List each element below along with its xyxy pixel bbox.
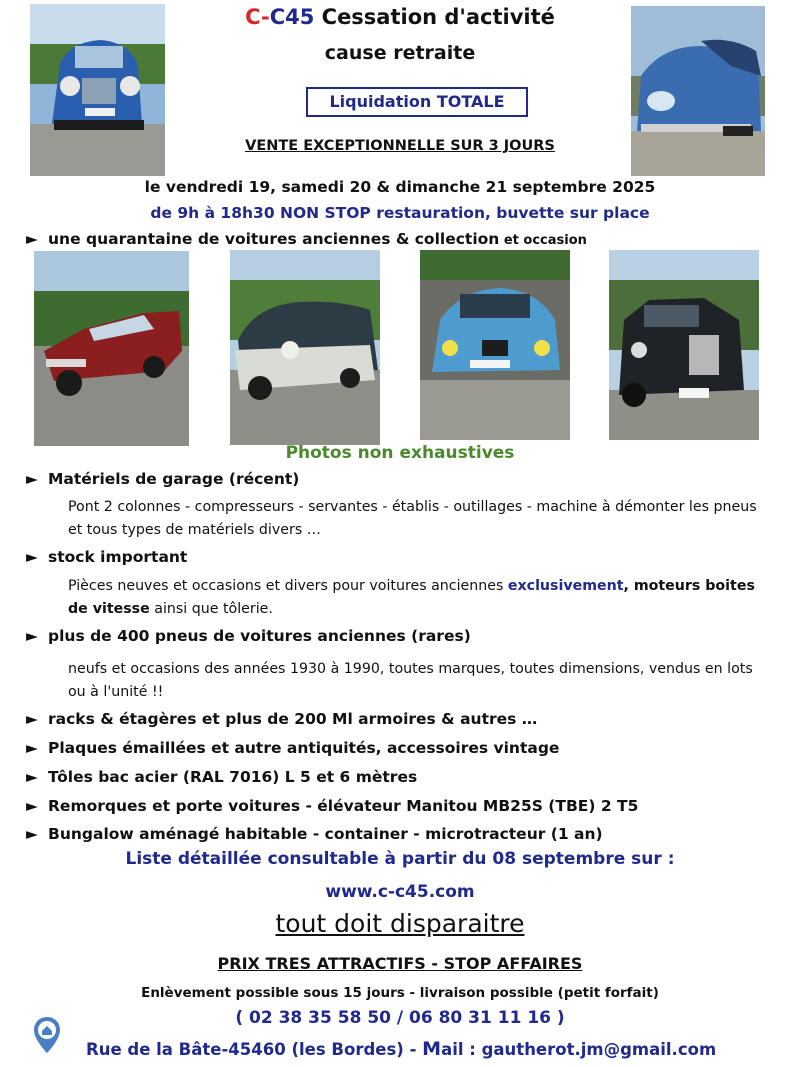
cars-bullet-text: une quarantaine de voitures anciennes & collection (48, 230, 500, 248)
vente-heading: VENTE EXCEPTIONNELLE SUR 3 JOURS (245, 138, 555, 154)
tout-doit-disparaitre: tout doit disparaitre (275, 909, 525, 938)
website-link[interactable]: www.c-c45.com (325, 882, 475, 902)
photo-london-taxi (609, 250, 759, 440)
bullet-bungalow (26, 825, 603, 843)
section-tyres (26, 627, 471, 645)
event-hours: de 9h à 18h30 NON STOP restauration, buvette sur place (150, 204, 650, 222)
bullet-bungalow-text: Bungalow aménagé habitable - container - microtracteur (1 an) (48, 825, 603, 843)
cars-bullet-small: et occasion (499, 233, 587, 248)
page-title (180, 5, 620, 29)
subtitle: cause retraite (324, 42, 476, 64)
bullet-racks-text: racks & étagères et plus de 200 Ml armoires & autres … (48, 710, 538, 728)
stock-body-a: Pièces neuves et occasions et divers pour voitures anciennes (68, 578, 508, 594)
bullet-remorques-text: Remorques et porte voitures - élévateur Manitou MB25S (TBE) 2 T5 (48, 797, 639, 815)
brand-c45: C45 (269, 5, 315, 29)
section-tyres-title: plus de 400 pneus de voitures anciennes (rares) (48, 627, 471, 645)
address-line (86, 1038, 786, 1060)
section-garage-body: Pont 2 colonnes - compresseurs - servantes - établis - outillages - machine à démonter les pneus et tous types de matériels divers … (68, 499, 757, 538)
address-text: Rue de la Bâte-45460 (les Bordes) - (86, 1040, 423, 1059)
section-stock-title: stock important (48, 548, 188, 566)
photo-two-tone-car (230, 250, 380, 445)
stock-body-engines: moteurs boites de vitesse (68, 578, 755, 617)
bullet-arrow-icon: ► (26, 548, 38, 566)
brand-c: C- (245, 5, 270, 29)
section-garage (26, 470, 299, 488)
bullet-remorques (26, 797, 638, 815)
bullet-toles-text: Tôles bac acier (RAL 7016) L 5 et 6 mètres (48, 768, 418, 786)
bullet-arrow-icon: ► (26, 825, 38, 843)
bullet-arrow-icon: ► (26, 470, 38, 488)
bullet-arrow-icon: ► (26, 710, 38, 728)
liquidation-box: Liquidation TOTALE (306, 87, 528, 117)
mail-m: M (422, 1038, 442, 1060)
photo-blue-bmw (420, 250, 570, 440)
bullet-arrow-icon: ► (26, 230, 38, 248)
phone-numbers: ( 02 38 35 58 50 / 06 80 31 11 16 ) (235, 1008, 565, 1028)
bullet-plaques-text: Plaques émaillées et autre antiquités, accessoires vintage (48, 739, 560, 757)
section-garage-title: Matériels de garage (récent) (48, 470, 300, 488)
bullet-arrow-icon: ► (26, 768, 38, 786)
photo-blue-2cv (30, 4, 165, 176)
bullet-arrow-icon: ► (26, 627, 38, 645)
section-stock-body (68, 575, 768, 621)
location-pin-icon (32, 1015, 62, 1055)
stock-body-exclusive: exclusivement (507, 578, 624, 594)
enlevement: Enlèvement possible sous 15 jours - livraison possible (petit forfait) (141, 985, 659, 1001)
bullet-racks (26, 710, 537, 728)
section-tyres-body: neufs et occasions des années 1930 à 1990, toutes marques, toutes dimensions, vendus en lots ou à l'unité !! (68, 661, 753, 700)
bullet-toles (26, 768, 417, 786)
stock-body-end: ainsi que tôlerie. (149, 601, 273, 617)
bullet-arrow-icon: ► (26, 797, 38, 815)
bullet-plaques (26, 739, 559, 757)
event-dates: le vendredi 19, samedi 20 & dimanche 21 septembre 2025 (144, 178, 656, 196)
prix-attractifs: PRIX TRES ATTRACTIFS - STOP AFFAIRES (217, 954, 583, 973)
photo-blue-ds (631, 6, 765, 176)
section-stock (26, 548, 187, 566)
title-rest: Cessation d'activité (314, 5, 555, 29)
photo-red-car (34, 251, 189, 446)
photos-caption: Photos non exhaustives (285, 443, 515, 463)
cars-bullet (26, 230, 587, 248)
liste-detaillee: Liste détaillée consultable à partir du 08 septembre sur : (125, 849, 675, 869)
stock-body-comma: , (623, 578, 634, 594)
bullet-arrow-icon: ► (26, 739, 38, 757)
mail-text[interactable]: ail : gautherot.jm@gmail.com (441, 1040, 717, 1059)
